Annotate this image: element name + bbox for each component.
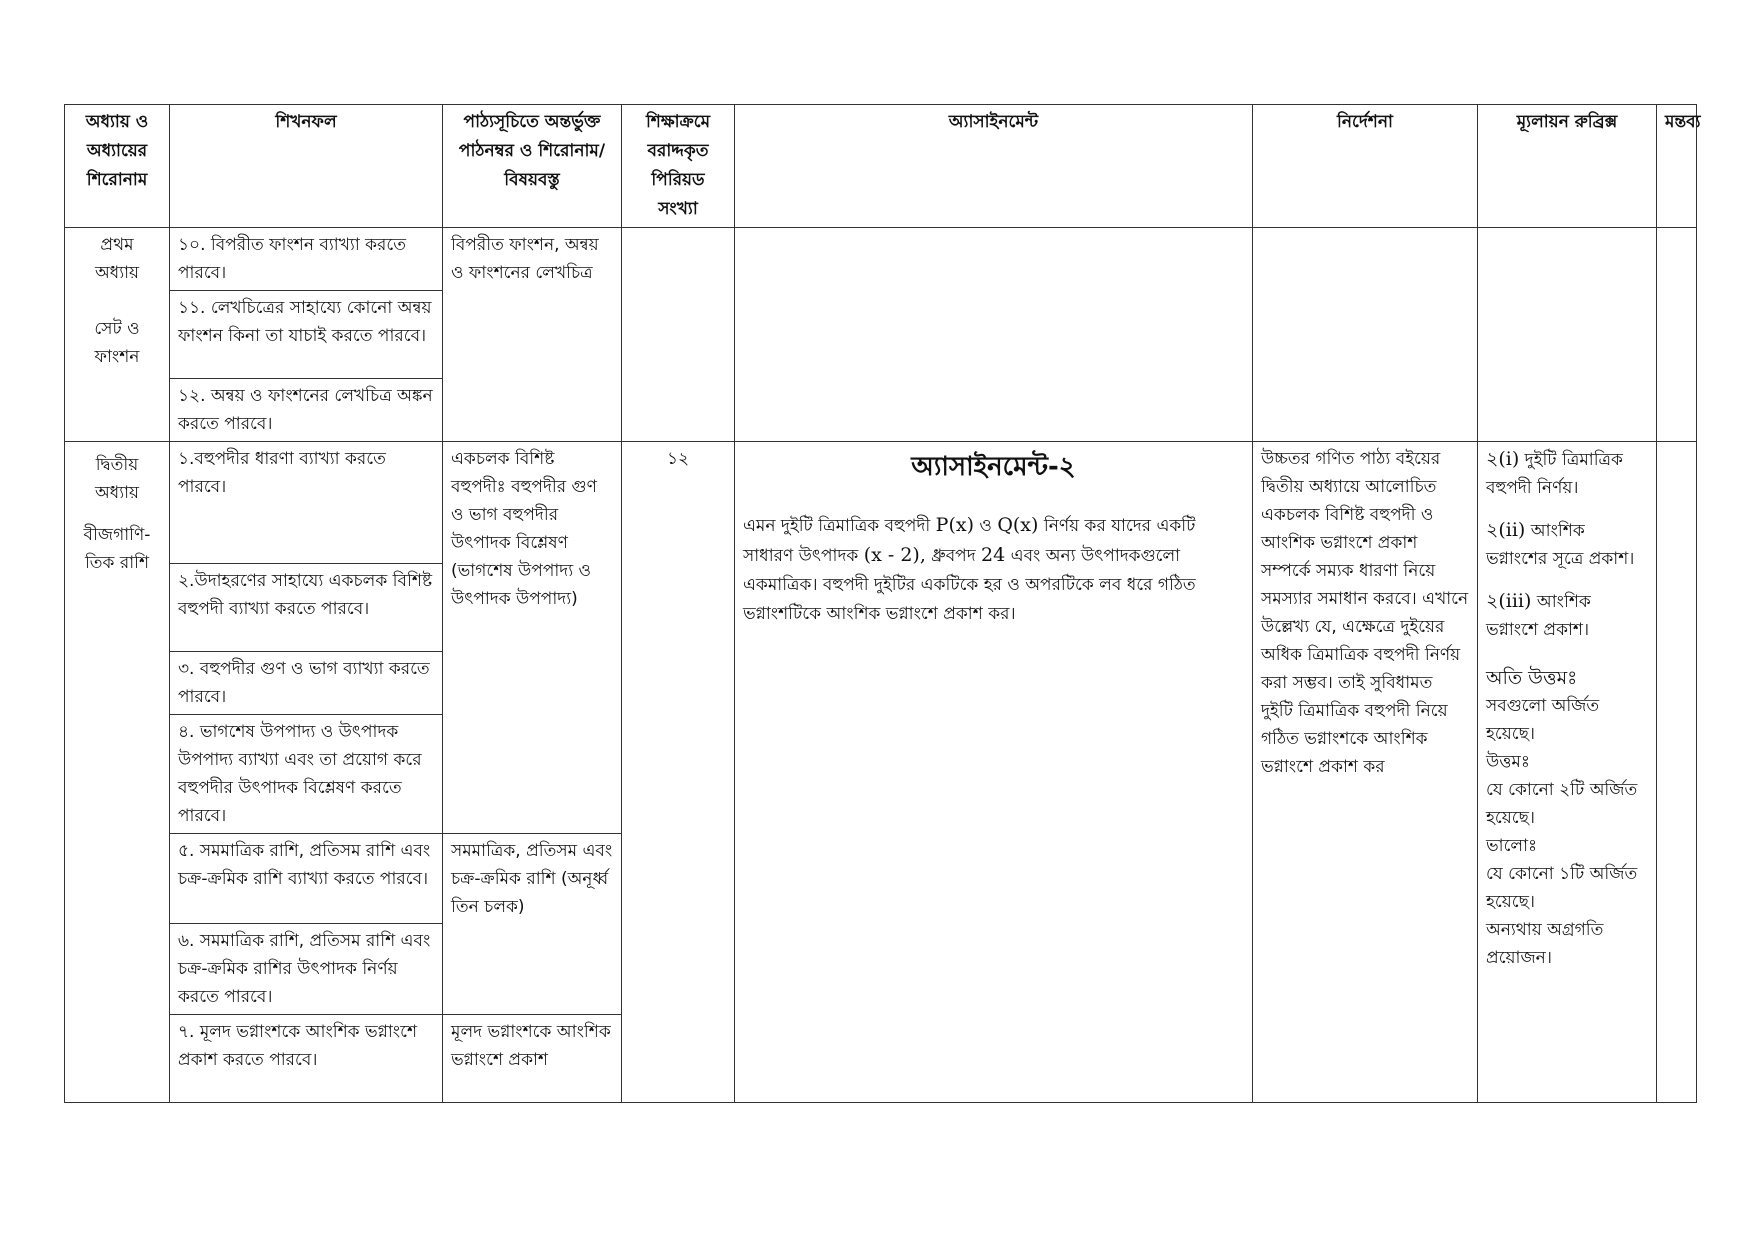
- math-px: P(x): [935, 514, 974, 536]
- rubric-else: অন্যথায় অগ্রগতি প্রয়োজন।: [1486, 920, 1604, 968]
- chapter2-label: অধ্যায়: [94, 483, 140, 503]
- assignment-text: এমন দুইটি ত্রিমাত্রিক বহুপদী P(x) ও Q(x) নির্ণয় কর যাদের একটি সাধারণ উৎপাদক (x - 2), ধ্রুবপদ 24 এবং অন্য উৎপাদকগুলো একমাত্রিক। বহুপদী দুইটির একটিকে হর ও অপরটিকে লব ধরে গঠিত ভগ্নাংশটিকে আংশিক ভগ্নাংশে প্রকাশ কর।: [743, 514, 1196, 624]
- assignment-cell: [735, 442, 1253, 1103]
- rubric-criterion-ii: ২(ii) আংশিক ভগ্নাংশের সূত্রে প্রকাশ।: [1486, 519, 1635, 569]
- rubric-excellent: সবগুলো অর্জিত হয়েছে।: [1486, 696, 1600, 744]
- header-assignment: অ্যাসাইনমেন্ট: [735, 105, 1253, 228]
- chapter1-cell: [65, 228, 170, 442]
- table-row: [65, 228, 1697, 291]
- instruction-cell: উচ্চতর গণিত পাঠ্য বইয়ের দ্বিতীয় অধ্যায়ে আলোচিত একচলক বিশিষ্ট বহুপদী ও আংশিক ভগ্নাংশে প্রকাশ সম্পর্কে সম্যক ধারণা নিয়ে সমস্যার সমাধান করবে। এখানে উল্লেখ্য যে, এক্ষেত্রে দুইয়ের অধিক ত্রিমাত্রিক বহুপদী নির্ণয় করা সম্ভব। তাই সুবিধামত দুইটি ত্রিমাত্রিক বহুপদী নিয়ে গঠিত ভগ্নাংশকে আংশিক ভগ্নাংশে প্রকাশ কর: [1253, 442, 1478, 1103]
- assignment-title: অ্যাসাইনমেন্ট-২: [911, 452, 1076, 482]
- header-instruction: নির্দেশনা: [1253, 105, 1478, 228]
- lesson-plan-sheet: [64, 104, 1701, 1088]
- header-syllabus: পাঠ্যসূচিতে অন্তর্ভুক্ত পাঠনম্বর ও শিরোনাম/ বিষয়বস্তু: [443, 105, 622, 228]
- header-row: [65, 105, 1697, 228]
- chapter2-cell: [65, 442, 170, 1103]
- math-qx: Q(x): [997, 514, 1039, 536]
- periods-cell: [622, 228, 735, 442]
- rubric-cell: [1478, 228, 1657, 442]
- lesson-plan-table: [64, 104, 1701, 1103]
- outcome-cell: ১০. বিপরীত ফাংশন ব্যাখ্যা করতে পারবে।: [170, 228, 443, 291]
- chapter1-label: অধ্যায়: [94, 263, 140, 283]
- chapter1-title: সেট ও ফাংশন: [94, 319, 140, 367]
- rubric-good-head: উত্তমঃ: [1486, 752, 1530, 772]
- outcome-cell: ১২. অন্বয় ও ফাংশনের লেখচিত্র অঙ্কন করতে পারবে।: [170, 379, 443, 442]
- math-constant: 24: [981, 544, 1006, 566]
- chapter2-ordinal: দ্বিতীয়: [95, 455, 139, 475]
- assignment-cell: [735, 228, 1253, 442]
- rubric-excellent-head: অতি উত্তমঃ: [1486, 667, 1578, 689]
- outcome-cell: ৫. সমমাত্রিক রাশি, প্রতিসম রাশি এবং চক্র-ক্রমিক রাশি ব্যাখ্যা করতে পারবে।: [170, 834, 443, 924]
- header-rubric: ম্যূলায়ন রুব্রিক্স: [1478, 105, 1657, 228]
- rubric-fair: যে কোনো ১টি অর্জিত হয়েছে।: [1486, 864, 1638, 912]
- syllabus-cell: সমমাত্রিক, প্রতিসম এবং চক্র-ক্রমিক রাশি (অনূর্ধ্ব তিন চলক): [443, 834, 622, 1015]
- syllabus-cell: একচলক বিশিষ্ট বহুপদীঃ বহুপদীর গুণ ও ভাগ বহুপদীর উৎপাদক বিশ্লেষণ (ভাগশেষ উপপাদ্য ও উৎপাদক উপপাদ্য): [443, 442, 622, 834]
- outcome-cell: ৬. সমমাত্রিক রাশি, প্রতিসম রাশি এবং চক্র-ক্রমিক রাশির উৎপাদক নির্ণয় করতে পারবে।: [170, 924, 443, 1015]
- header-outcome: শিখনফল: [170, 105, 443, 228]
- outcome-cell: ৩. বহুপদীর গুণ ও ভাগ ব্যাখ্যা করতে পারবে।: [170, 652, 443, 715]
- chapter1-ordinal: প্রথম: [100, 235, 134, 255]
- syllabus-cell: মূলদ ভগ্নাংশকে আংশিক ভগ্নাংশে প্রকাশ: [443, 1015, 622, 1103]
- rubric-good: যে কোনো ২টি অর্জিত হয়েছে।: [1486, 780, 1638, 828]
- periods-cell: ১২: [622, 442, 735, 1103]
- rubric-criterion-iii: ২(iii) আংশিক ভগ্নাংশে প্রকাশ।: [1486, 590, 1591, 640]
- header-remarks: মন্তব্য: [1657, 105, 1697, 228]
- chapter2-title: বীজগাণি- তিক রাশি: [83, 525, 151, 573]
- outcome-cell: ৪. ভাগশেষ উপপাদ্য ও উৎপাদক উপপাদ্য ব্যাখ্যা এবং তা প্রয়োগ করে বহুপদীর উৎপাদক বিশ্লেষণ করতে পারবে।: [170, 715, 443, 834]
- rubric-cell: [1478, 442, 1657, 1103]
- outcome-cell: ১.বহুপদীর ধারণা ব্যাখ্যা করতে পারবে।: [170, 442, 443, 564]
- outcome-cell: ১১. লেখচিত্রের সাহায্যে কোনো অন্বয় ফাংশন কিনা তা যাচাই করতে পারবে।: [170, 291, 443, 379]
- rubric-criterion-i: ২(i) দুইটি ত্রিমাত্রিক বহুপদী নির্ণয়।: [1486, 448, 1623, 498]
- header-periods: শিক্ষাক্রমে বরাদ্দকৃত পিরিয়ড সংখ্যা: [622, 105, 735, 228]
- table-row: [65, 442, 1697, 564]
- math-factor: (x - 2),: [863, 544, 926, 566]
- header-chapter: অধ্যায় ও অধ্যায়ের শিরোনাম: [65, 105, 170, 228]
- rubric-fair-head: ভালোঃ: [1486, 836, 1538, 856]
- remarks-cell: [1657, 442, 1697, 1103]
- outcome-cell: ৭. মূলদ ভগ্নাংশকে আংশিক ভগ্নাংশে প্রকাশ করতে পারবে।: [170, 1015, 443, 1103]
- syllabus-cell: বিপরীত ফাংশন, অন্বয় ও ফাংশনের লেখচিত্র: [443, 228, 622, 442]
- remarks-cell: [1657, 228, 1697, 442]
- outcome-cell: ২.উদাহরণের সাহায্যে একচলক বিশিষ্ট বহুপদী ব্যাখ্যা করতে পারবে।: [170, 564, 443, 652]
- instruction-cell: [1253, 228, 1478, 442]
